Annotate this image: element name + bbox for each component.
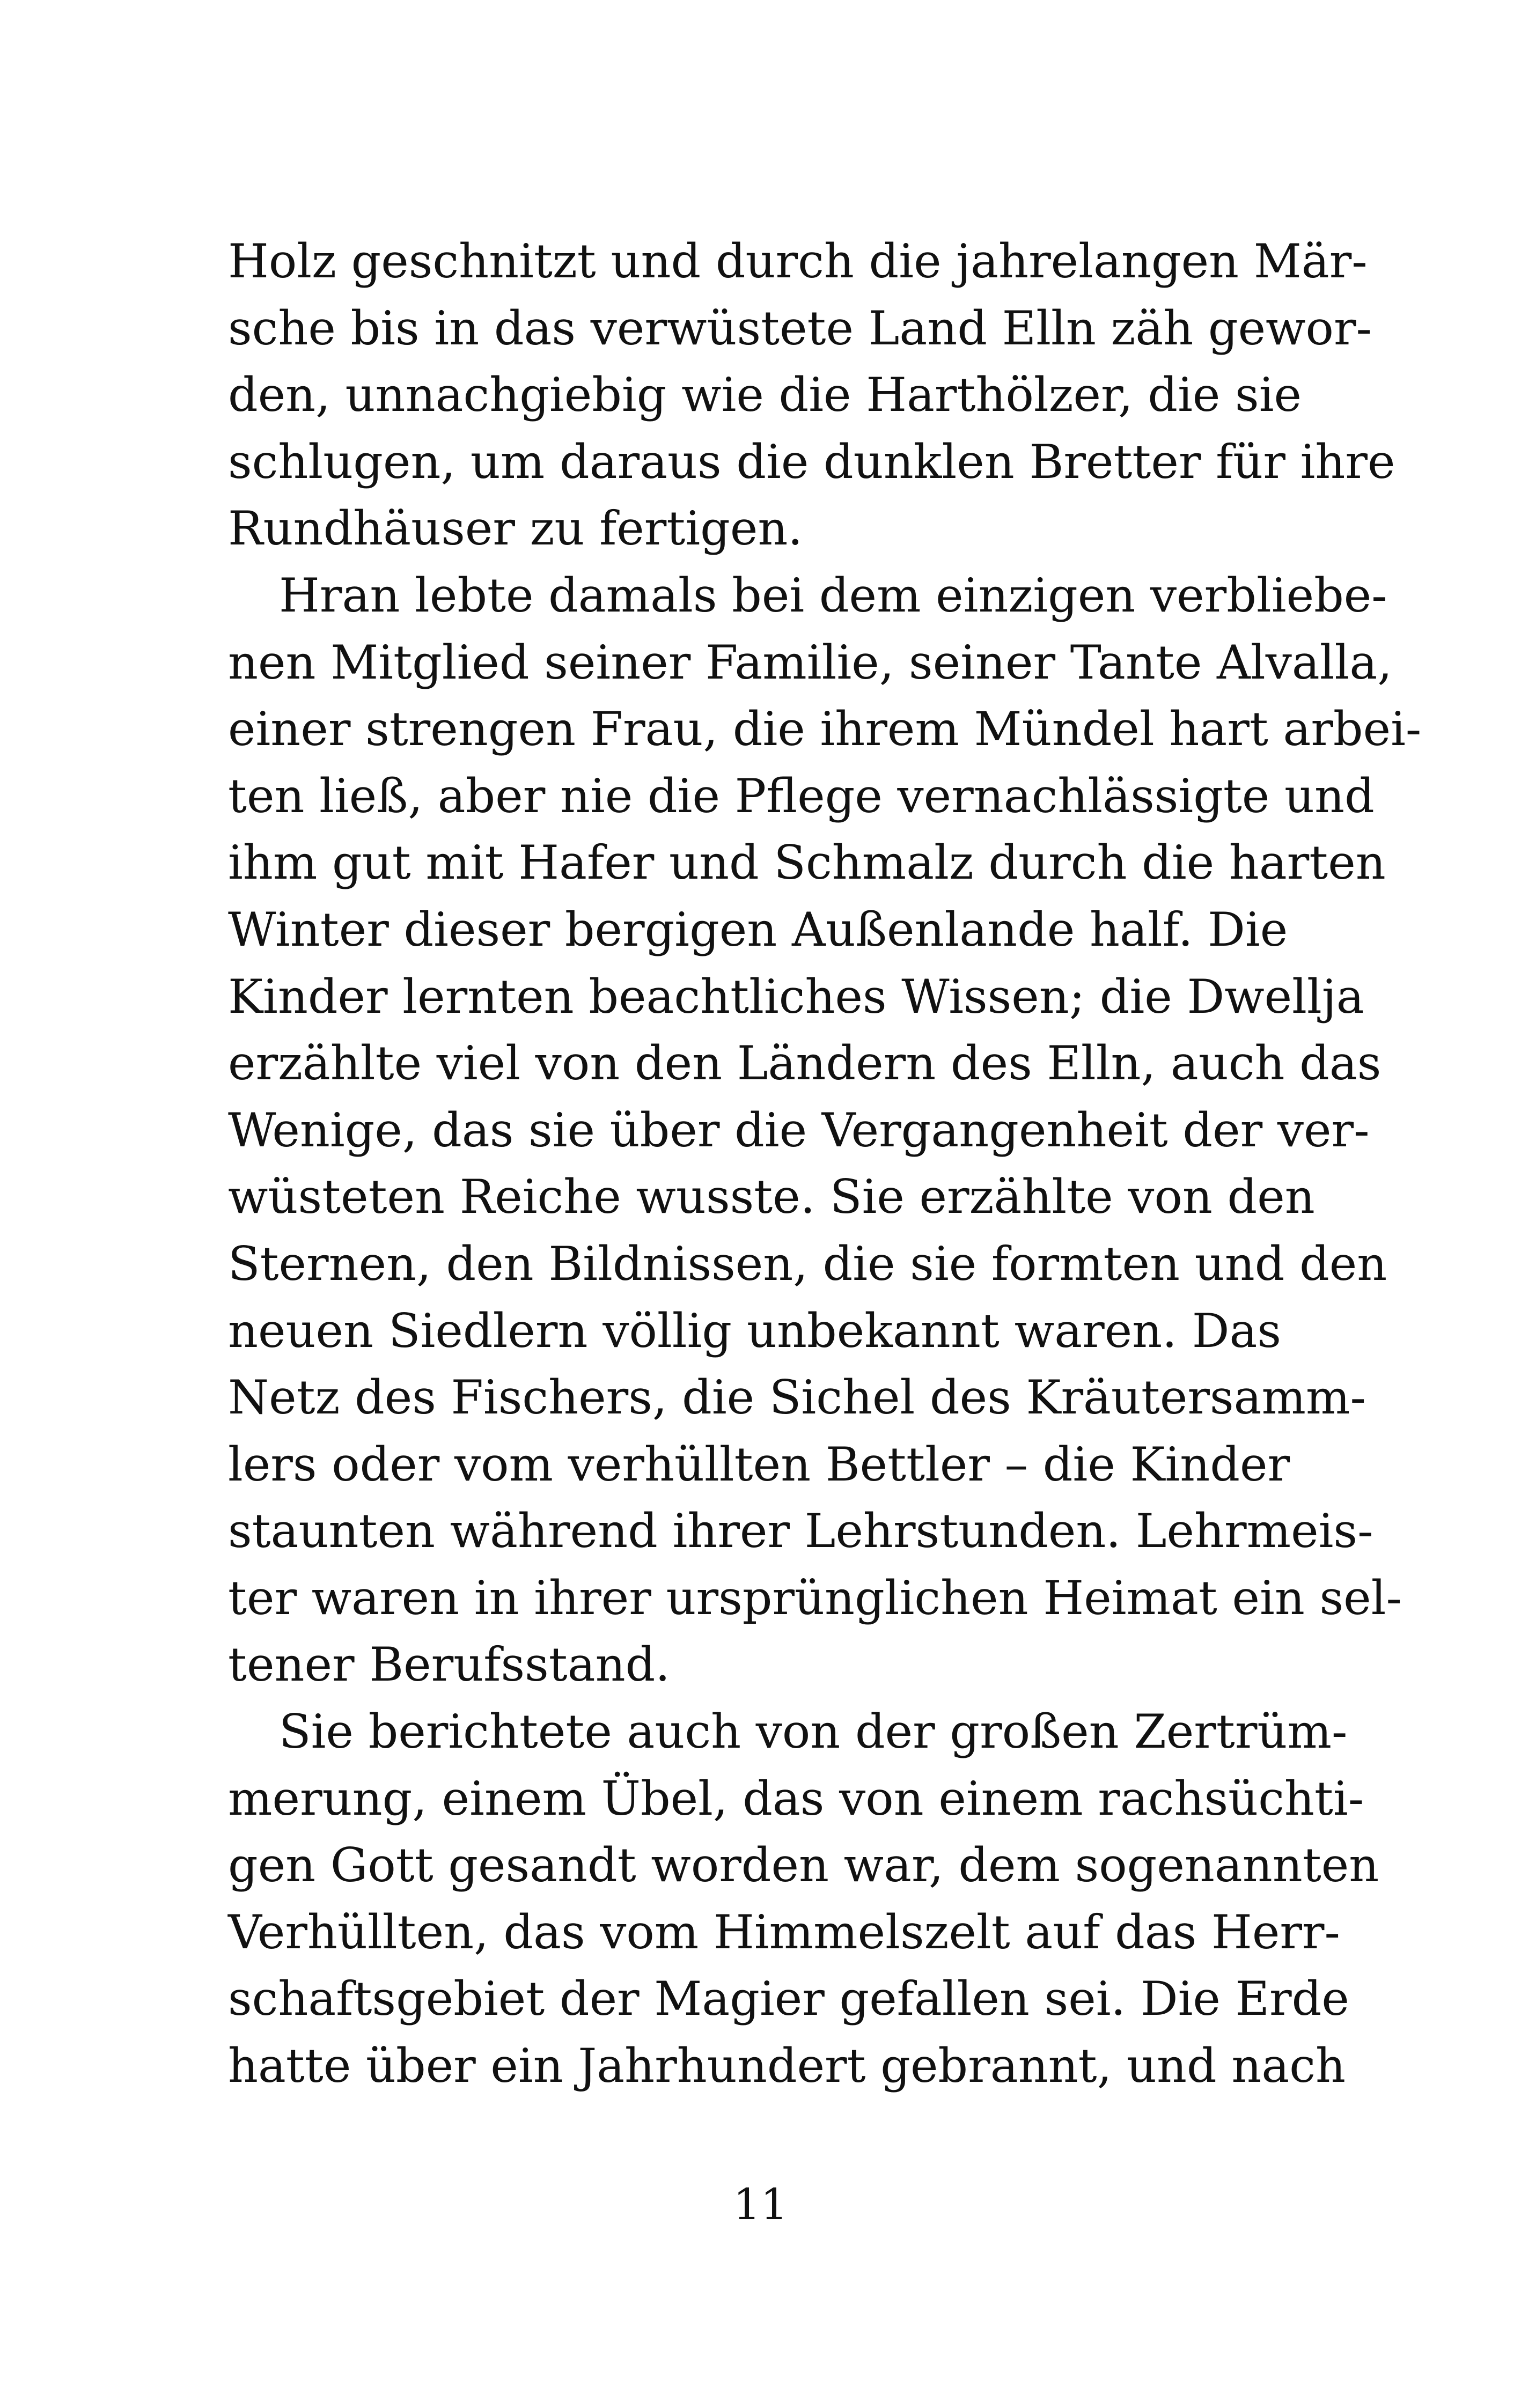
text-line: neuen Siedlern völlig unbekannt waren. Das (228, 1303, 1281, 1358)
text-line: schaftsgebiet der Magier gefallen sei. Die Erde (228, 1971, 1349, 2027)
text-line: Sternen, den Bildnissen, die sie formten und den (228, 1236, 1387, 1291)
text-line: Rundhäuser zu fertigen. (228, 501, 803, 556)
text-line: Verhüllten, das vom Himmelszelt auf das Herr- (228, 1904, 1340, 1960)
text-line: hatte über ein Jahrhundert gebrannt, und nach (228, 2038, 1346, 2094)
text-line: schlugen, um daraus die dunklen Bretter für ihre (228, 434, 1395, 489)
text-line: Holz geschnitzt und durch die jahrelangen Mär- (228, 234, 1368, 289)
text-line: Wenige, das sie über die Vergangenheit der ver- (228, 1102, 1370, 1158)
paragraph-3 (228, 1698, 1379, 2100)
text-line: ter waren in ihrer ursprünglichen Heimat ein sel- (228, 1570, 1402, 1625)
text-line: sche bis in das verwüstete Land Elln zäh gewor- (228, 300, 1372, 356)
text-line: erzählte viel von den Ländern des Elln, auch das (228, 1036, 1382, 1091)
text-line: Winter dieser bergigen Außenlande half. Die (228, 902, 1288, 957)
text-line: Netz des Fischers, die Sichel des Kräutersamm- (228, 1370, 1366, 1425)
text-line: wüsteten Reiche wusste. Sie erzählte von den (228, 1169, 1315, 1225)
paragraph-1 (228, 228, 1395, 562)
text-line: nen Mitglied seiner Familie, seiner Tante Alvalla, (228, 635, 1392, 690)
page-number: 11 (733, 2179, 788, 2229)
text-line: staunten während ihrer Lehrstunden. Lehrmeis- (228, 1504, 1373, 1559)
text-line: merung, einem Übel, das von einem rachsüchti- (228, 1771, 1364, 1826)
text-line: Kinder lernten beachtliches Wissen; die Dwellja (228, 969, 1364, 1024)
text-line: einer strengen Frau, die ihrem Mündel hart arbei- (228, 702, 1422, 757)
text-line: Sie berichtete auch von der großen Zertrüm- (279, 1704, 1348, 1759)
text-line: gen Gott gesandt worden war, dem sogenannten (228, 1838, 1379, 1893)
text-line: lers oder vom verhüllten Bettler – die Kinder (228, 1437, 1290, 1492)
text-line: Hran lebte damals bei dem einzigen verbliebe- (279, 568, 1387, 623)
text-line: ten ließ, aber nie die Pflege vernachlässigte und (228, 768, 1375, 823)
text-line: ihm gut mit Hafer und Schmalz durch die harten (228, 835, 1386, 890)
body-text (228, 228, 1422, 2100)
text-line: den, unnachgiebig wie die Harthölzer, die sie (228, 367, 1302, 423)
text-line: tener Berufsstand. (228, 1637, 670, 1692)
paragraph-2 (228, 562, 1422, 1698)
